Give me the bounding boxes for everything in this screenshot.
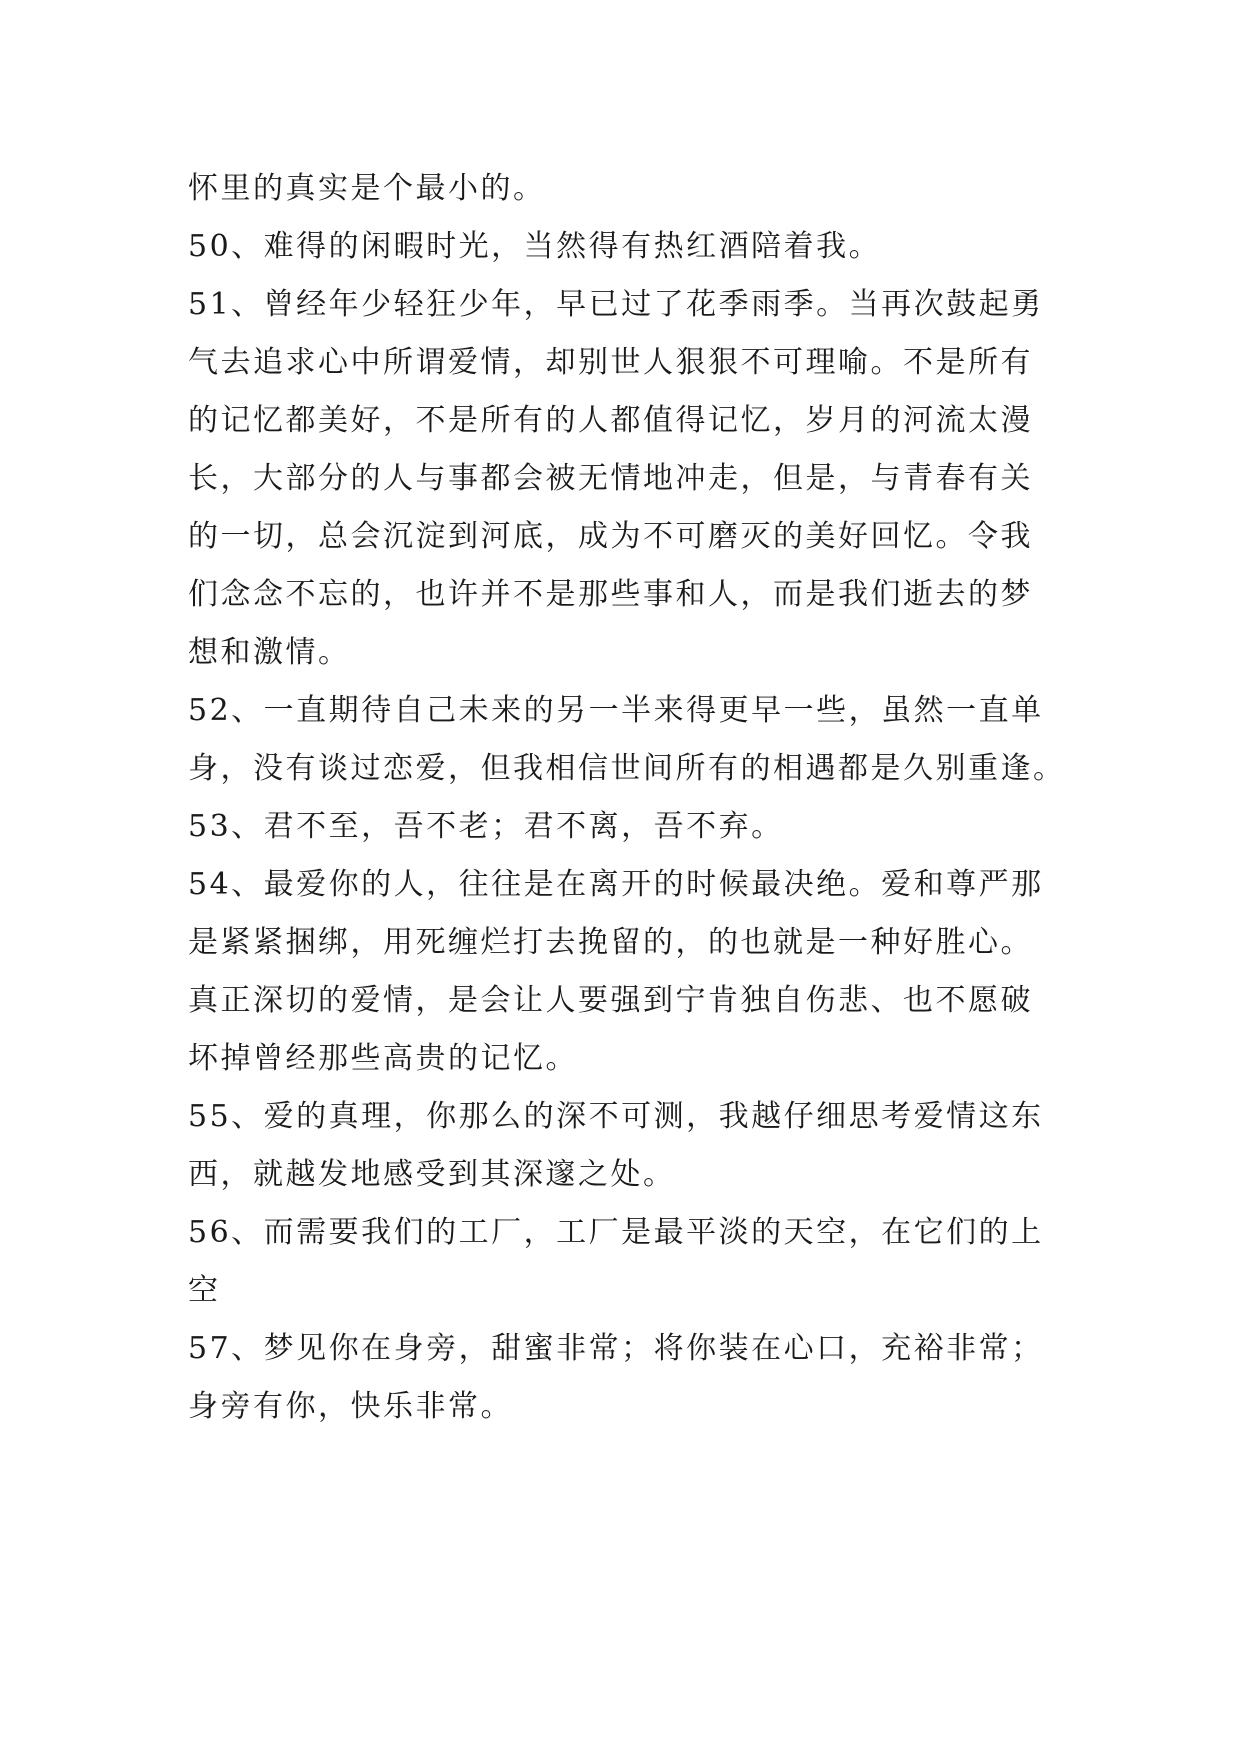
text-line: 坏掉曾经那些高贵的记忆。 — [188, 1041, 578, 1076]
text-line: 真正深切的爱情，是会让人要强到宁肯独自伤悲、也不愿破 — [188, 983, 1033, 1018]
text-line: 长，大部分的人与事都会被无情地冲走，但是，与青春有关 — [188, 461, 1033, 496]
text-line: 的一切，总会沉淀到河底，成为不可磨灭的美好回忆。令我 — [188, 519, 1033, 554]
text-line: 是紧紧捆绑，用死缠烂打去挽留的，的也就是一种好胜心。 — [188, 925, 1033, 960]
text-line: 想和激情。 — [188, 635, 351, 670]
document-body — [188, 160, 1068, 1436]
text-line: 空 — [188, 1273, 221, 1308]
text-line: 54、最爱你的人，往往是在离开的时候最决绝。爱和尊严那 — [188, 867, 1044, 902]
text-line: 气去追求心中所谓爱情，却别世人狠狠不可理喻。不是所有 — [188, 345, 1033, 380]
text-line: 55、爱的真理，你那么的深不可测，我越仔细思考爱情这东 — [188, 1099, 1044, 1134]
text-line: 怀里的真实是个最小的。 — [188, 171, 546, 206]
text-line: 56、而需要我们的工厂，工厂是最平淡的天空，在它们的上 — [188, 1215, 1044, 1250]
text-line: 西，就越发地感受到其深邃之处。 — [188, 1157, 676, 1192]
text-line: 57、梦见你在身旁，甜蜜非常；将你装在心口，充裕非常； — [188, 1331, 1044, 1366]
text-line: 50、难得的闲暇时光，当然得有热红酒陪着我。 — [188, 229, 882, 264]
text-line: 的记忆都美好，不是所有的人都值得记忆，岁月的河流太漫 — [188, 403, 1033, 438]
text-line: 身，没有谈过恋爱，但我相信世间所有的相遇都是久别重逢。 — [188, 751, 1066, 786]
text-line: 52、一直期待自己未来的另一半来得更早一些，虽然一直单 — [188, 693, 1044, 728]
text-line: 身旁有你，快乐非常。 — [188, 1389, 513, 1424]
text-line: 们念念不忘的，也许并不是那些事和人，而是我们逝去的梦 — [188, 577, 1033, 612]
text-line: 53、君不至，吾不老；君不离，吾不弃。 — [188, 809, 784, 844]
text-line: 51、曾经年少轻狂少年，早已过了花季雨季。当再次鼓起勇 — [188, 287, 1044, 322]
